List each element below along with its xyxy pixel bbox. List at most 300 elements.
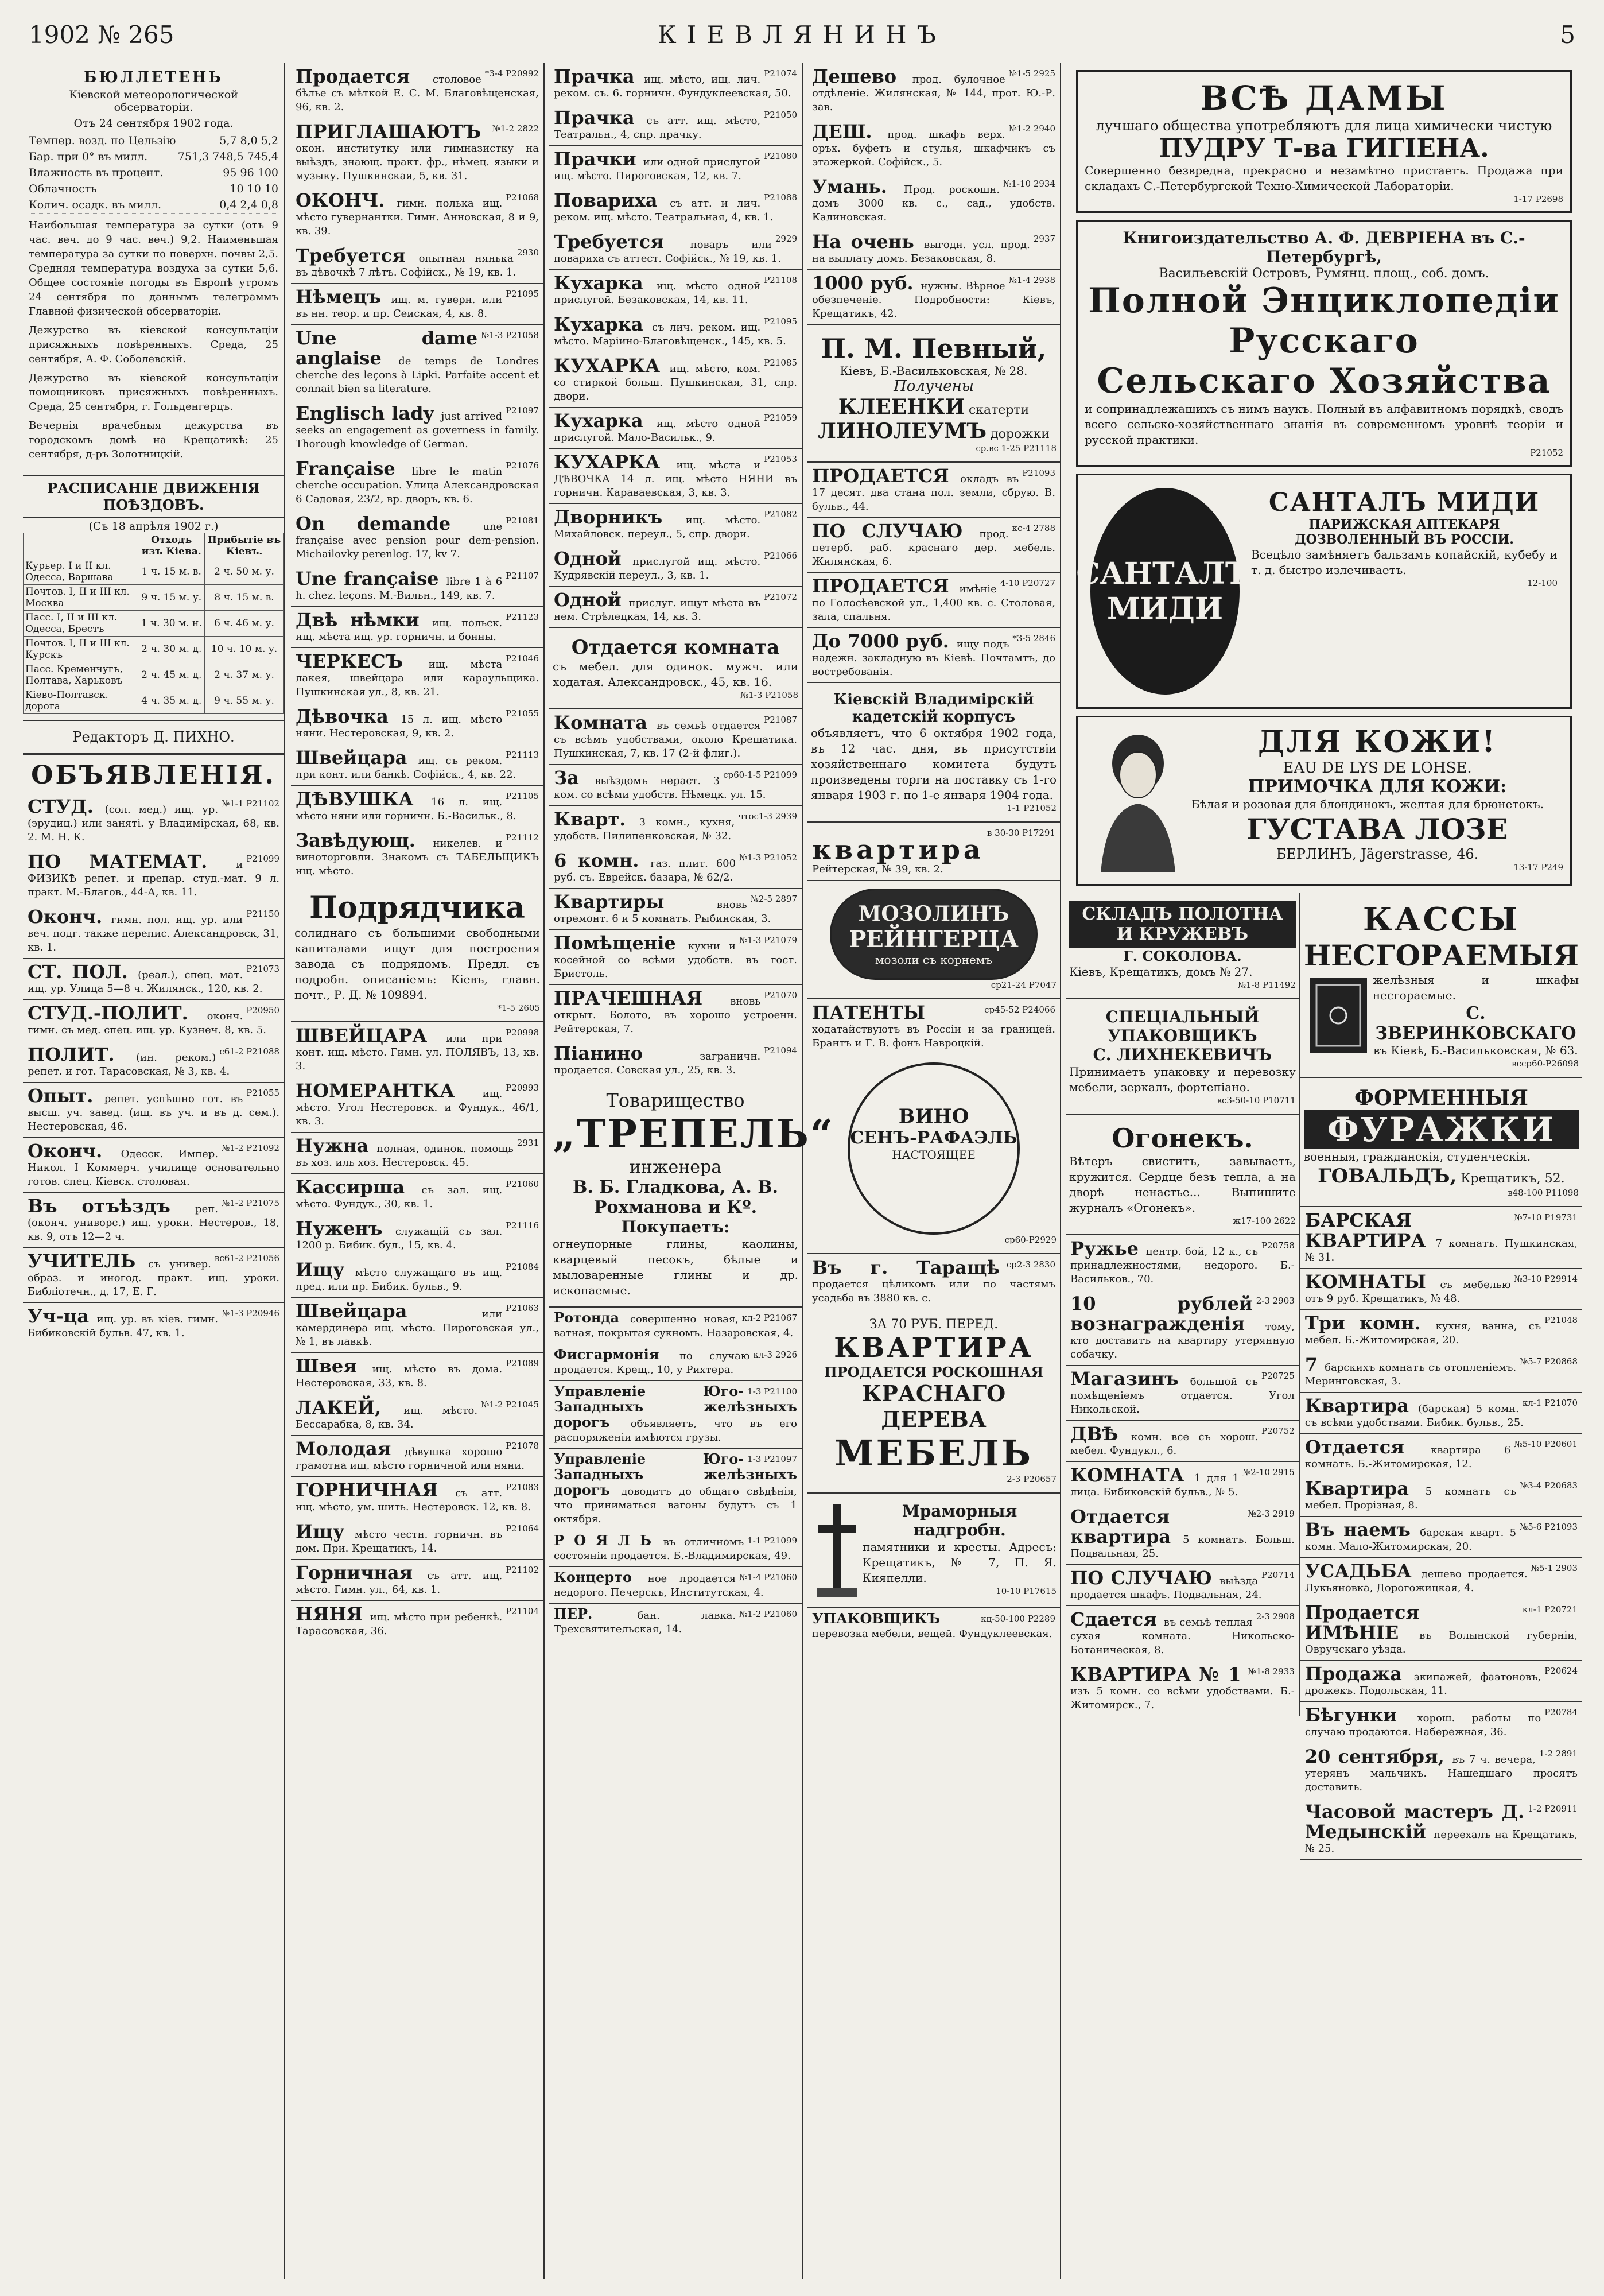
ad-text: Прод. роскошн. домъ 3000 кв. с., сад., удобств. Калиновская. [812,184,1055,223]
classified-ad [23,793,284,848]
ad-lead: 1000 руб. [812,272,914,294]
ad-lead: Ищу [296,1259,345,1281]
ad-lead: Оконч. [28,1140,103,1162]
col3-ads-3 [549,1308,802,1640]
timetable-row [24,559,284,585]
classified-ad [291,827,543,882]
ad-ref: Р21081 [506,515,539,526]
safes-addr: въ Кіевѣ, Б.-Васильковская, № 63. [1373,1044,1578,1057]
ad-lead: Опыт. [28,1085,94,1107]
ad-lead: КУХАРКА [554,451,661,473]
ad-lead: СТУД.-ПОЛИТ. [28,1002,188,1024]
ad-text: (реал.), спец. мат. ищ. ур. Улица 5—8 ч. Жилянск., 120, кв. 2. [28,969,263,995]
ad-text: вновь отремонт. 6 и 5 комнатъ. Рыбинская, 3. [554,899,771,925]
ad-text: съ атт. ищ. мѣсто, Театральн., 4, спр. прачку. [554,115,761,141]
ad-lead: Управленіе Юго-Западныхъ желѣзныхъ дорогъ [554,1383,797,1430]
ad-text: полная, одинок. помощь въ хоз. иль хоз. Нестеровск. 45. [296,1143,514,1169]
ad-text: репет. успѣшно гот. въ высш. уч. завед. (ищ. въ уч. и въ д. сем.). Нестеровская, 46. [28,1093,279,1133]
ad-ref: Р21113 [506,750,539,760]
ad-ref: Р21080 [764,151,797,161]
ad-lead: Française [296,457,395,479]
ad-ref: №1-4 Р21060 [739,1572,797,1583]
ad-ref: Р21060 [506,1179,539,1189]
bulletin-values: 0,4 2,4 0,8 [219,199,278,211]
classified-ad [291,1256,543,1298]
ad-lead: Магазинъ [1070,1368,1179,1390]
ad-ref: 2-3 2903 [1256,1296,1295,1306]
ad-ref: Р21105 [506,791,539,801]
packer-name: С. ЛИХНЕКЕВИЧЪ [1093,1045,1272,1064]
ad-lead: Кухарка [554,272,643,294]
ad-lead: Квартира [1304,1395,1409,1417]
ad-lead: Одной [554,548,622,569]
classified-ad [1300,1351,1582,1393]
ad-text: въ Волынской губерніи, Овручскаго уѣзда. [1304,1630,1578,1655]
wine-ref: ср60-Р2929 [1004,1235,1057,1245]
ad-ref: №2-10 2915 [1242,1467,1295,1477]
ad-text: или одной прислугой ищ. мѣсто. Пироговская, 12, кв. 7. [554,156,761,182]
ad-lead: До 7000 руб. [812,630,949,652]
ad-ref: №1-2 Р21075 [222,1198,279,1208]
timetable-station: Пасс. I, II и III кл. Одесса, Брестъ [24,611,138,637]
ad-ref: 2-3 2908 [1256,1611,1295,1622]
bulletin-table [29,133,278,214]
classified-ad [549,270,802,311]
ad-text: съ атт. ищ. мѣсто. Гимн. ул., 64, кв. 1. [296,1570,503,1596]
ad-lead: ЧЕРКЕСЪ [296,650,403,672]
ad-lead: Квартиры [554,891,665,913]
ad-lead: Въ наемъ [1304,1519,1411,1541]
ad-ref: Р21095 [764,316,797,327]
skin-l3: ПРИМОЧКА ДЛЯ КОЖИ: [1248,777,1507,797]
timetable-station: Почтов. I, II и III кл. Москва [24,585,138,611]
classified-ad [23,959,284,1000]
col3-ads-2 [549,709,802,1081]
ad-ref: Р21097 [506,405,539,416]
pevny-ref: ср.вс 1-25 Р21118 [976,443,1057,453]
ad-ref: 1-3 Р21100 [747,1386,797,1397]
ad-lead: НОМЕРАНТКА [296,1080,455,1102]
lady-portrait-icon [1089,729,1187,872]
bulletin-values: 10 10 10 [230,183,278,195]
ad-lead: Бѣгунки [1304,1704,1397,1726]
ad-lead: Нуженъ [296,1217,383,1239]
skin-l1: ДЛЯ КОЖИ! [1258,724,1497,759]
ency-l2: Васильевскій Островъ, Румянц. площ., соб. домъ. [1159,266,1489,281]
classified-ad [807,628,1060,683]
ad-ref: Р21048 [1544,1315,1578,1325]
ad-ref: №1-2 2822 [492,123,539,134]
editor-line: Редакторъ Д. ПИХНО. [23,720,284,755]
ad-text: (ин. реком.) репет. и гот. Тарасовская, № 3, кв. 4. [28,1052,230,1077]
ad-text: ное продается недорого. Печерскъ, Институтская, 4. [554,1573,764,1599]
classified-ad [291,325,543,400]
ad-text: окон. институтку или гимназистку на выѣздъ, знающ. практ. фр., нѣмец. языки и музыку. Пушкинская, 5, кв. 31. [296,142,539,182]
column-1 [23,63,285,2279]
timetable-row [24,585,284,611]
ad-text: мѣсто честн. горничн. въ дом. При. Крещатикъ, 14. [296,1529,503,1554]
ad-text: изъ 5 комн. со всѣми удобствами. Б.-Житомирск., 7. [1070,1685,1295,1711]
ad-lead: 10 рублей вознагражденія [1070,1293,1253,1335]
ad-ref: кл-1 Р20721 [1522,1604,1578,1615]
classified-ad [549,104,802,146]
ad-ref: Р21112 [506,832,539,843]
ad-text: съ атт. и лич. реком. ищ. мѣсто. Театральная, 4, кв. 1. [554,197,774,223]
classified-ad [549,63,802,104]
classified-ad [549,352,802,408]
ad-text: хорош. работы по случаю продаются. Набережная, 36. [1304,1712,1541,1738]
ad-ref: Р20624 [1544,1666,1578,1676]
ad-lead: Молодая [296,1438,391,1460]
ad-ref: №5-6 Р21093 [1520,1522,1578,1532]
ad-lead: КОМНАТА [1070,1464,1184,1486]
col3-ads [549,63,802,628]
room-ad [549,628,802,709]
classified-ad [291,284,543,325]
ad-ref: Р21123 [506,612,539,622]
ad-lead: Комната [554,712,647,734]
classified-ad [23,903,284,959]
classified-ad [23,1138,284,1193]
timetable-arrival: 10 ч. 10 м. у. [205,637,284,662]
ad-lead: ДѢВУШКА [296,788,414,810]
ad-text: ищ. польск. ищ. мѣста ищ. ур. горничн. и бонны. [296,617,503,643]
ad-text: въ семьѣ теплая сухая комната. Никольско-Ботаническая, 8. [1070,1616,1295,1656]
ency-l1: Книгоиздательство А. Ф. ДЕВРІЕНА въ С.-Петербургѣ, [1123,228,1525,266]
ad-lead: ДВѢ [1070,1423,1118,1445]
newspaper-title: КІЕВЛЯНИНЪ [658,21,946,49]
mozolin-ref: ср21-24 Р7047 [991,980,1057,990]
ad-lead: За [554,767,579,789]
safes-ref: всср60-Р26098 [1512,1058,1579,1069]
classified-ad [291,1518,543,1560]
santal-logo [1076,488,1254,695]
ad-lead: ОКОНЧ. [296,189,385,211]
timetable-subtitle: (Съ 18 апрѣля 1902 г.) [88,520,219,533]
classified-ad [549,1344,802,1381]
santal-logo-l2: МИДИ [1106,591,1224,626]
ad-lead: On demande [296,513,451,534]
ad-text: гимн. пол. ищ. ур. или веч. подг. также перепис. Александровск, 31, кв. 1. [28,914,279,953]
classified-ad [1300,1434,1582,1475]
caps-addr: Крещатикъ, 52. [1461,1172,1565,1186]
ad-text: ищ. мѣсто одной прислугой. Мало-Васильк., 9. [554,418,761,444]
caps-ad [1300,1078,1582,1207]
classified-ad [291,187,543,242]
ad-ref: *3-5 2846 [1012,633,1055,643]
ad-text: just arrived seeks an engagement as governess in family. Thorough knowledge of German. [296,410,539,450]
pevny-ad [807,325,1060,463]
classified-ad [807,118,1060,173]
ad-text: нужны. Вѣрное обезпеченіе. Подробности: Кіевъ, Крещатикъ, 42. [812,280,1055,320]
ad-ref: Р21085 [764,358,797,368]
classified-ad [1066,1235,1299,1290]
ad-ref: Р21046 [506,653,539,664]
ad-lead: Нѣмецъ [296,286,382,308]
linen-owner: Г. СОКОЛОВА. [1123,948,1242,964]
classified-ad [1300,1207,1582,1269]
classified-ad [807,63,1060,118]
ad-lead: КВАРТИРА № 1 [1070,1663,1241,1685]
treppel-l1: Товарищество [606,1089,745,1111]
classified-ad [291,1133,543,1174]
timetable-departure: 1 ч. 30 м. н. [138,611,205,637]
ad-ref: №1-3 Р21079 [739,935,797,945]
skin-ad [1076,716,1572,886]
ad-text: перевозка мебели, вещей. Фундуклеевская. [812,1628,1052,1640]
timetable-header: Отходъ изъ Кіева. [138,533,205,559]
packers-ad [807,1608,1060,1645]
classified-ad [1300,1558,1582,1599]
ad-lead: Дешево [812,65,897,87]
timetable-arrival: 2 ч. 37 м. у. [205,662,284,688]
ad-text: объявляетъ, что въ его распоряженіи имѣются грузы. [554,1418,797,1444]
ad-text: бан. лавка. Трехсвятительская, 14. [554,1609,736,1635]
ad-ref: Р21093 [1022,468,1055,478]
classified-ad [549,187,802,228]
patents-ad [807,999,1060,1054]
ad-text: прод. шкафъ верх. оръх. буфетъ и стулья, шкафчикъ съ этажеркой. Софійск., 5. [812,129,1055,168]
ad-ref: Р20758 [1261,1240,1295,1251]
linen-ad [1066,893,1299,999]
santal-text: Всецѣло замѣняетъ бальзамъ копайскій, кубебу и т. д. быстро излечиваетъ. [1251,548,1558,577]
ads-heading: ОБЪЯВЛЕНІЯ. [31,761,276,790]
ad-ref: №1-1 Р21102 [222,798,279,809]
ad-ref: Р21087 [764,715,797,725]
powder-l2: лучшаго общества употребляютъ для лица химически чистую [1096,118,1552,134]
caps-ref: в48-100 Р11098 [1508,1188,1579,1198]
ad-text: ищ. мѣсто. Угол Нестеровск. и Фундук., 46/1, кв. 3. [296,1088,539,1127]
cross-icon [811,1502,863,1599]
bulletin-title: БЮЛЛЕТЕНЬ [84,69,223,86]
ad-ref: №5-1 2903 [1531,1563,1578,1573]
masthead [23,17,1581,53]
ad-ref: 1-2 2891 [1539,1748,1578,1759]
ad-lead: Ротонда [554,1309,620,1326]
kv-ref: 2-3 Р20657 [1007,1474,1057,1484]
classified-ad [549,1604,802,1640]
classified-ad [549,587,802,628]
ad-text: (барская) 5 комн. съ всѣми удобствами. Бибик. бульв., 25. [1304,1403,1524,1429]
ad-ref: чтос1-3 2939 [738,811,797,821]
ad-text: мѣсто служащаго въ ищ. пред. или пр. Бибик. бульв., 9. [296,1267,503,1293]
ad-text: (сол. мед.) ищ. ур. (эрудиц.) или заняті. у Владимірская, 68, кв. 2. М. Н. К. [28,804,279,843]
column-5a-ads [1066,1235,1299,1716]
skin-l5: БЕРЛИНЪ, Jägerstrasse, 46. [1276,846,1479,862]
linen-ref: №1-8 Р11492 [1237,980,1296,990]
ad-lead: Englisch lady [296,402,434,424]
ad-ref: №1-10 2934 [1003,179,1055,189]
ad-ref: Р20993 [506,1083,539,1093]
bulletin-date: Отъ 24 сентября 1902 года. [73,117,234,130]
notice: Дежурство въ кіевской консультаціи присяжныхъ повѣренныхъ. Среда, 25 сентября, А. Ф. Соболевскій. [29,324,278,365]
ogonek-text: Вѣтеръ свиститъ, завываетъ, кружится. Сердце безъ тепла, а на дворѣ ненастье... Выпишите журналъ «Огонекъ». [1069,1154,1296,1215]
powder-ad [1076,70,1572,213]
column-5b [1300,893,1582,1860]
ad-ref: №5-10 Р20601 [1514,1439,1578,1449]
ad-lead: Продажа [1304,1663,1402,1685]
ad-lead: УСАДЬБА [1304,1560,1412,1582]
ad-lead: 20 сентября, [1304,1746,1444,1767]
ad-text: окладъ въ 17 десят. два стана пол. земли, сбрую. В. бульв., 44. [812,473,1055,513]
ad-lead: Повариха [554,189,658,211]
classified-ad [1066,1421,1299,1462]
ad-ref: Р20725 [1261,1371,1295,1381]
classified-ad [807,173,1060,228]
ad-ref: №1-3 Р21052 [739,852,797,863]
timetable-departure: 1 ч. 15 м. в. [138,559,205,585]
classified-ad [549,1567,802,1604]
ad-text: центр. бой, 12 к., съ принадлежностями, недорого. Б.-Васильков., 70. [1070,1246,1295,1285]
ad-text: une française avec pension pour dem-pension. Michailovky perenlog. 17, kv 7. [296,521,539,560]
ad-ref: Р21073 [246,964,279,974]
ad-text: съ лич. реком. ищ. мѣсто. Маріино-Благовѣщенск., 145, кв. 5. [554,321,786,347]
ad-text: 5 комнатъ съ мебел. Прорізная, 8. [1304,1486,1517,1511]
ad-lead: СТУД. [28,796,94,817]
column-5 [1066,63,1582,2279]
ad-lead: Швейцара [296,1300,407,1322]
treppel-l3: инженера [629,1157,722,1177]
ad-ref: Р21088 [764,192,797,203]
ad-ref: Р21150 [246,909,279,919]
classified-ad [1300,1661,1582,1702]
ad-lead: ПО СЛУЧАЮ [1070,1567,1212,1589]
ad-ref: Р20784 [1544,1707,1578,1717]
ad-lead: Дѣвочка [296,705,389,727]
ad-text: ищ. мѣсто, ком. со стиркой больш. Пушкинская, 31, спр. двори. [554,363,797,402]
ad-text: ищ. мѣсто одной прислугой. Безаковская, 14, кв. 11. [554,280,761,306]
pevny-l1: Получены [894,378,974,395]
corps-ad [807,683,1060,823]
ad-ref: 2930 [516,247,539,258]
ad-lead: Фисгармонія [554,1346,659,1363]
ad-lead: ПОЛИТ. [28,1044,115,1065]
classified-ad [291,744,543,786]
skin-l4: ГУСТАВА ЛОЗЕ [1246,812,1508,846]
classified-ad [291,242,543,284]
ad-lead: Двѣ нѣмки [296,609,420,631]
ad-lead: КОМНАТЫ [1304,1271,1426,1293]
classified-ad [291,1022,543,1077]
ad-lead: Управленіе Юго-Западныхъ желѣзныхъ дорогъ [554,1450,797,1498]
classified-ad [807,1254,1060,1309]
timetable-row [24,611,284,637]
contractor-text: солиднаго съ большими свободными капиталами ищут для построения завода съ подрядомъ. Предл. съ подробн. описаніемъ: Кіевъ, главн. почт., Р. Д. № 109894. [294,926,540,1002]
ad-ref: Р21050 [764,110,797,120]
ad-text: кухня, ванна, съ мебел. Б.-Житомирская, 20. [1304,1320,1541,1346]
bulletin-notes: Наибольшая температура за сутки (отъ 9 час. веч. до 9 час. веч.) 9,2. Наименьшая температура за сутки по поверхн. почвы 2,5. Средняя температура воздуха за сутки 5,6. Общее состояніе погоды въ Европѣ утромъ 24 сентября по даннымъ телеграммъ Главной физической обсерваторіи. [29,219,278,317]
ad-lead: квартира [812,834,984,865]
caps-l1: ФОРМЕННЫЯ [1354,1086,1528,1110]
ad-ref: №2-5 2897 [750,894,797,904]
classified-ad [1066,1503,1299,1565]
timetable-arrival: 2 ч. 50 м. у. [205,559,284,585]
powder-text: Совершенно безвредна, прекрасно и незамѣтно пристаетъ. Продажа при складахъ С.-Петербургской Техно-Химической Лабораторіи. [1085,164,1563,193]
treppel-l2: „ТРЕПЕЛЬ“ [553,1111,835,1157]
kv-pre: ЗА 70 РУБ. ПЕРЕД. [869,1317,999,1332]
powder-ref: 1-17 Р2698 [1513,194,1563,204]
ad-ref: Р21074 [764,68,797,79]
ad-ref: кц-50-100 Р2289 [981,1614,1055,1624]
classified-ad [291,455,543,510]
ad-text: ищ. съ реком. при конт. или банкѣ. Софійск., 4, кв. 22. [296,755,516,781]
ad-ref: Р20950 [246,1005,279,1015]
ad-lead: Продается ИМѢНІЕ [1304,1601,1420,1643]
ad-text: 15 л. ищ. мѣсто няни. Нестеровская, 9, кв. 2. [296,713,503,739]
classified-ad [549,449,802,504]
classified-ad [549,1040,802,1081]
ad-ref: №1-5 2925 [1008,68,1055,79]
timetable-header [24,533,138,559]
ad-ref: №1-2 Р21092 [222,1143,279,1153]
kv-head2: КРАСНАГО ДЕРЕВА [861,1380,1006,1432]
classified-ad [291,1298,543,1353]
ad-text: по случаю продается. Крещ., 10, у Рихтера. [554,1350,750,1376]
powder-l3: ПУДРУ Т-ва ГИГІЕНА. [1159,134,1489,163]
column-3 [549,63,835,2279]
page-number: 5 [1560,21,1575,49]
classified-ad [807,228,1060,270]
ad-text: опытная нянька въ дѣвочкѣ 7 лѣтъ. Софійск., № 19, кв. 1. [296,253,516,278]
bulletin-label: Темпер. возд. по Цельзію [29,134,176,147]
caps-name: ГОВАЛЬДЪ, [1318,1165,1457,1188]
ad-text: или при конт. ищ. мѣсто. Гимн. ул. ПОЛЯВЪ, 13, кв. 3. [296,1033,539,1072]
notices [29,323,278,461]
santal-sub: ПАРИЖСКАЯ АПТЕКАРЯ ДОЗВОЛЕННЫЙ ВЪ РОССІИ. [1295,517,1514,547]
ad-ref: Р21104 [506,1606,539,1616]
ad-ref: 2937 [1033,234,1055,244]
timetable-departure: 9 ч. 15 м. у. [138,585,205,611]
ad-text: продается цѣликомъ или по частямъ усадьба въ 3880 кв. с. [812,1278,1055,1304]
ad-lead: ГОРНИЧНАЯ [296,1479,438,1501]
ad-ref: №1-2 2940 [1008,123,1055,134]
ad-ref: Р21082 [764,509,797,519]
ad-ref: кл-3 2926 [753,1349,797,1360]
classified-ad [23,1193,284,1248]
pevny-l3b: дорожки [991,427,1050,441]
skin-ref: 13-17 Р249 [1513,862,1563,872]
classified-ad [1066,1565,1299,1606]
col4-ads [807,63,1060,325]
classified-ad [807,270,1060,325]
ad-ref: №1-3 Р20946 [222,1308,279,1318]
classified-ad [23,1000,284,1041]
pevny-l3: ЛИНОЛЕУМЪ [818,419,987,443]
classified-ad [1066,1290,1299,1366]
classified-ad [1066,1366,1299,1421]
ad-text: въ семьѣ отдается съ всѣмъ удобствами, около Крещатика. Пушкинская, 7, кв. 17 (2-й флиг.). [554,720,797,759]
ad-text: ищ. мѣста лакея, швейцара или караульщика. Пушкинская ул., 8, кв. 21. [296,658,539,698]
timetable-row [24,637,284,662]
ad-ref: ср45-52 Р24066 [984,1004,1055,1015]
pevny-l2: КЛЕЕНКИ [838,395,965,419]
issue-date: 1902 № 265 [29,21,174,49]
ad-ref: ср2-3 2830 [1006,1259,1055,1270]
ad-text: имѣніе по Голосѣевской ул., 1,400 кв. с. Столовая, зала, спальня. [812,583,1055,623]
ad-text: доводитъ до общаго свѣдѣнія, что приниматься вагоны будутъ съ 1 октября. [554,1486,797,1525]
ad-ref: Р21072 [764,592,797,602]
classified-ad [291,1436,543,1477]
kv-mid: ПРОДАЕТСЯ РОСКОШНАЯ [824,1364,1043,1380]
classified-ad [549,930,802,985]
ogonek-head: Огонекъ. [1112,1123,1253,1154]
ad-text: газ. плит. 600 руб. съ. Еврейск. базара, № 62/2. [554,858,736,883]
classified-ad [549,709,802,765]
ad-lead: Кухарка [554,410,643,432]
ad-text: ищ. мѣсто, ищ. лич. реком. съ. 6. горничн. Фундуклеевская, 50. [554,73,791,99]
classified-ad [549,889,802,930]
ad-text: служащій съ зал. 1200 р. Бибик. бул., 15, кв. 4. [296,1225,503,1251]
